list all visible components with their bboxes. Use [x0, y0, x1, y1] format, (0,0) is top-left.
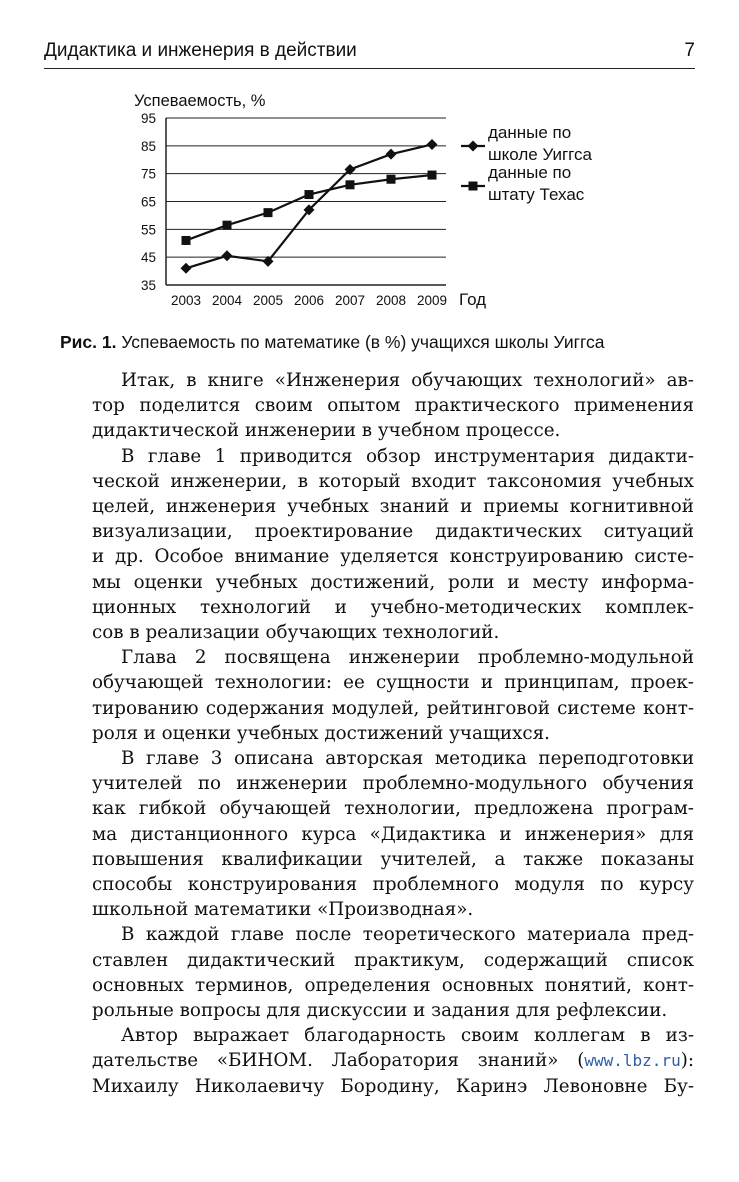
chart-axes	[134, 92, 486, 309]
paragraph	[92, 1023, 694, 1099]
legend-entry	[461, 123, 593, 164]
paragraph	[92, 746, 694, 922]
data-point-diamond	[386, 149, 397, 160]
text-line: учителей по инженерии проблемно-модульного обучения	[92, 773, 694, 795]
x-tick-label: 2007	[334, 293, 366, 308]
chart-grid	[166, 118, 446, 257]
paragraph	[92, 444, 694, 646]
data-point-square	[387, 175, 396, 184]
data-point-square	[346, 180, 355, 189]
y-tick-label: 55	[140, 222, 156, 238]
text-line: ставлен дидактический практикум, содержащий список	[92, 949, 694, 971]
page-number: 7	[684, 40, 695, 61]
data-point-square	[182, 236, 191, 245]
y-tick-label: 35	[140, 278, 156, 293]
text-line: школьной математики «Производная».	[92, 899, 474, 921]
text-line: рольные вопросы для дискуссии и задания для рефлексии.	[92, 1000, 668, 1022]
website-link[interactable]: www.lbz.ru	[584, 1051, 681, 1071]
text-segment: дательстве «БИНОМ. Лаборатория знаний» (	[92, 1050, 585, 1072]
paragraph	[92, 922, 694, 1023]
data-point-square	[223, 221, 232, 230]
header-title: Дидактика и инженерия в действии	[44, 40, 357, 61]
text-line: Автор выражает благодарность своим коллегам в из-	[121, 1025, 694, 1047]
data-point-diamond	[222, 250, 233, 261]
text-line: как гибкой обучающей технологии, предложена програм-	[92, 798, 694, 820]
chart-legend	[461, 123, 593, 204]
text-line: роля и оценки учебных достижений учащихся.	[92, 722, 550, 744]
text-line	[92, 1048, 694, 1073]
x-tick-label: 2008	[375, 293, 407, 308]
data-point-square	[264, 208, 273, 217]
legend-entry	[461, 163, 585, 204]
text-line: дидактической инженерии в учебном процессе.	[92, 420, 561, 442]
x-tick-label: 2004	[211, 293, 243, 308]
text-line: визуализации, проектирование дидактических ситуаций	[92, 521, 694, 543]
caption-text: Успеваемость по математике (в %) учащихся школы Уиггса	[116, 332, 605, 352]
legend-label: данные по	[488, 163, 572, 182]
caption-label: Рис. 1.	[60, 332, 117, 352]
text-segment: ):	[680, 1050, 694, 1072]
x-axis-label: Год	[459, 290, 487, 309]
y-tick-label: 75	[140, 166, 156, 182]
x-tick-label: 2003	[170, 293, 202, 308]
text-line: В главе 3 описана авторская методика переподготовки	[121, 748, 694, 770]
paragraphs	[92, 368, 694, 1023]
text-line: тированию содержания модулей, рейтинговой системе конт-	[92, 697, 694, 719]
data-point-diamond	[181, 263, 192, 274]
x-tick-label: 2009	[416, 293, 448, 308]
y-tick-label: 85	[140, 138, 156, 154]
text-line: основных терминов, определения основных понятий, конт-	[92, 974, 694, 996]
y-tick-label: 95	[140, 111, 156, 126]
x-tick-label: 2006	[293, 293, 325, 308]
data-point-square	[305, 190, 314, 199]
legend-label: школе Уиггса	[488, 145, 592, 164]
text-line: ческой инженерии, в который входит таксономия учебных	[92, 470, 694, 492]
paragraph	[92, 645, 694, 746]
data-point-diamond	[427, 139, 438, 150]
text-line: повышения квалификации учителей, а также показаны	[92, 848, 694, 870]
text-line: сов в реализации обучающих технологий.	[92, 622, 500, 644]
data-point-diamond	[468, 141, 479, 152]
y-axis-label: Успеваемость, %	[134, 92, 266, 110]
data-point-square	[469, 182, 478, 191]
text-line: способы конструирования проблемного модуля по курсу	[92, 874, 694, 896]
x-tick-label: 2005	[252, 293, 284, 308]
chart-series	[181, 139, 438, 274]
text-line: Итак, в книге «Инженерия обучающих технологий» ав-	[121, 370, 694, 391]
paragraph	[92, 368, 694, 444]
legend-label: штату Техас	[488, 185, 585, 204]
text-line: В главе 1 приводится обзор инструментария дидакти-	[121, 445, 694, 467]
y-tick-label: 45	[140, 250, 156, 266]
series-1	[181, 139, 438, 274]
text-line: ма дистанционного курса «Дидактика и инженерия» для	[92, 823, 694, 845]
figure-caption	[60, 332, 604, 353]
text-line: обучающей технологии: ее сущности и принципам, проек-	[92, 672, 694, 694]
text-line: ционных технологий и учебно-методических комплек-	[92, 596, 694, 618]
text-line: и др. Особое внимание уделяется конструированию систе-	[92, 546, 694, 568]
text-line: тор поделится своим опытом практического применения	[92, 395, 694, 417]
body-text	[92, 368, 694, 1099]
text-line: Глава 2 посвящена инженерии проблемно-модульной	[121, 647, 694, 669]
text-line: Михаилу Николаевичу Бородину, Каринэ Левоновне Бу-	[92, 1075, 694, 1097]
text-line: целей, инженерия учебных знаний и приемы когнитивной	[92, 496, 694, 518]
performance-chart	[0, 0, 739, 330]
data-point-square	[428, 171, 437, 180]
text-line: мы оценки учебных достижений, роли и месту информа-	[92, 571, 694, 593]
text-line: В каждой главе после теоретического материала пред-	[121, 924, 694, 946]
y-tick-label: 65	[140, 194, 156, 210]
legend-label: данные по	[488, 123, 572, 142]
